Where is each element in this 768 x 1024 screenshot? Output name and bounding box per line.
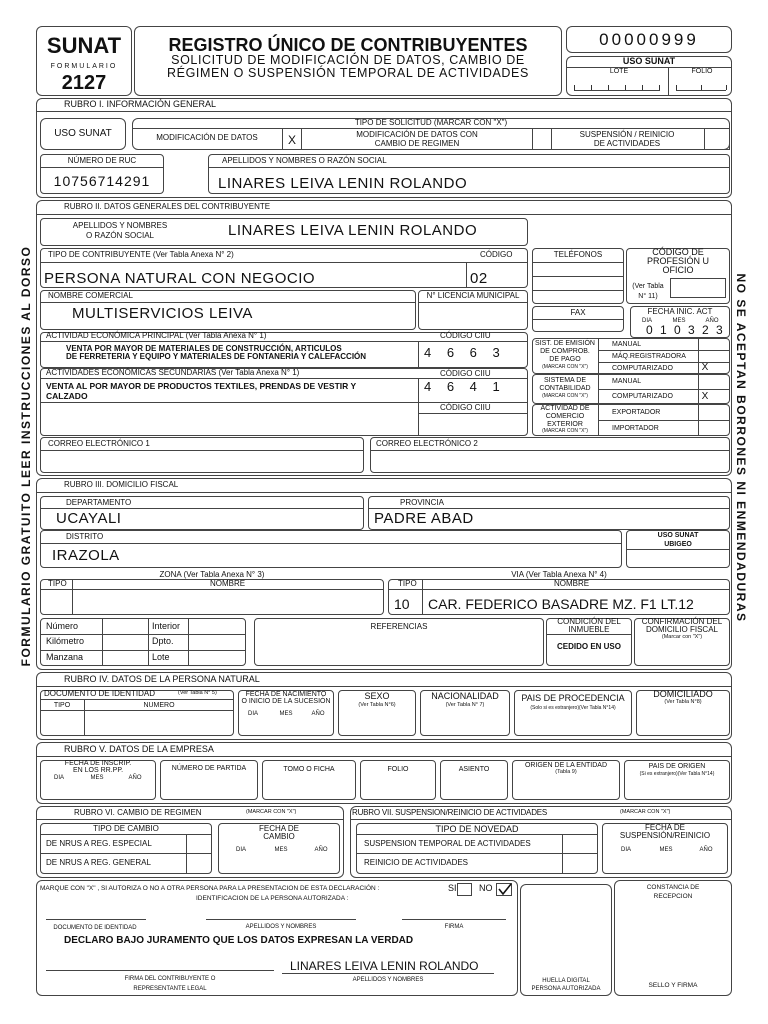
ciiu-label-1: CÓDIGO CIIU <box>440 331 491 340</box>
ruc-value: 10756714291 <box>53 173 151 189</box>
numero-label: Número <box>46 621 79 631</box>
mark-modificacion-datos: X <box>287 133 296 147</box>
provincia-value: PADRE ABAD <box>374 510 474 527</box>
form-subtitle-2: RÉGIMEN O SUSPENSIÓN TEMPORAL DE ACTIVIDADES <box>167 66 529 80</box>
fecha-suspension-dia: DIA <box>620 847 631 853</box>
sist-emision-maquina[interactable]: MÁQ.REGISTRADORA <box>612 353 686 360</box>
checkmark-icon <box>497 883 512 896</box>
licencia-label: N° LICENCIA MUNICIPAL <box>426 291 520 300</box>
constancia-label-2: RECEPCION <box>653 893 693 900</box>
via-tipo-label: TIPO <box>398 579 417 588</box>
opt-suspension-2[interactable]: DE ACTIVIDADES <box>593 139 661 148</box>
uso-sunat-label: USO SUNAT <box>54 128 112 139</box>
comercio-exterior-label-3: EXTERIOR <box>547 421 583 428</box>
sexo-label: SEXO <box>364 691 390 701</box>
nacionalidad-label: NACIONALIDAD <box>431 691 499 701</box>
fecha-nacimiento-ano: AÑO <box>311 711 325 717</box>
exportador-option[interactable]: EXPORTADOR <box>612 409 661 416</box>
form-number: 2127 <box>61 72 107 94</box>
rubro-7-title: RUBRO VII. SUSPENSION/REINICIO DE ACTIVIDADES <box>352 808 548 817</box>
profesion-label-3: OFICIO <box>662 265 694 275</box>
sist-contabilidad-label-1: SISTEMA DE <box>543 377 586 384</box>
actividad-secundaria-line-2: CALZADO <box>46 391 88 401</box>
check-suspension[interactable] <box>704 128 730 150</box>
fecha-cambio-dia: DIA <box>235 847 246 853</box>
autoriza-si-label: SI <box>448 883 457 893</box>
fax-label: FAX <box>570 308 586 317</box>
nacionalidad-ref: (Ver Tabla N° 7) <box>445 702 485 708</box>
fecha-inicio-ano: AÑO <box>705 318 719 324</box>
tipo-contribuyente-label: TIPO DE CONTRIBUYENTE (Ver Tabla Anexa N° 2) <box>48 250 234 259</box>
tipo-cambio-label: TIPO DE CAMBIO <box>93 824 159 833</box>
actividad-principal-line-2: DE FERRETERIA Y EQUIPO Y MATERIALES DE FONTANERIA Y CALEFACCIÓN <box>66 352 367 361</box>
actividad-secundaria-label: ACTIVIDADES ECONÓMICAS SECUNDARIAS (Ver Tabla Anexa N° 1) <box>46 368 300 377</box>
autoriza-text: MARQUE CON "X" , SI AUTORIZA O NO A OTRA PERSONA PARA LA PRESENTACION DE ESTA DECLARACIÓN : <box>40 885 380 892</box>
distrito-label: DISTRITO <box>66 532 104 541</box>
actividad-secundaria-line-1: VENTA AL POR MAYOR DE PRODUCTOS TEXTILES, PRENDAS DE VESTIR Y <box>46 381 357 391</box>
sist-contabilidad-computarizado[interactable]: COMPUTARIZADO <box>612 393 673 400</box>
codigo-label: CÓDIGO <box>480 250 513 259</box>
doc-identidad-ref: (Ver Tabla N° 5) <box>178 690 217 696</box>
apellidos-label-2: O RAZÓN SOCIAL <box>85 231 154 240</box>
fecha-inicio-label: FECHA INIC. ACT <box>647 307 713 316</box>
huella-label-1: HUELLA DIGITAL <box>542 978 590 984</box>
actividad-principal-line-1: VENTA POR MAYOR DE MATERIALES DE CONSTRUCCIÓN, ARTICULOS <box>66 344 342 353</box>
fecha-inscrip-ano: AÑO <box>128 775 142 781</box>
serial-number: 00000999 <box>599 30 699 49</box>
pais-procedencia-label: PAIS DE PROCEDENCIA <box>521 693 625 703</box>
referencias-label: REFERENCIAS <box>370 622 428 631</box>
fecha-cambio-label-1: FECHA DE <box>258 824 299 833</box>
fecha-suspension-label-2: SUSPENSIÓN/REINICIO <box>619 831 711 840</box>
rubro-7-title-note: (MARCAR CON "X") <box>620 809 671 815</box>
cambio-opt-general[interactable]: DE NRUS A REG. GENERAL <box>46 858 151 867</box>
declaracion-jurada: DECLARO BAJO JURAMENTO QUE LOS DATOS EXPRESAN LA VERDAD <box>64 935 414 946</box>
importador-option[interactable]: IMPORTADOR <box>612 425 659 432</box>
fecha-nacimiento-mes: MES <box>279 711 293 717</box>
fecha-inscrip-label-1: FECHA DE INSCRIP. <box>64 760 132 767</box>
sist-contabilidad-mark: X <box>701 391 709 402</box>
fecha-nacimiento-label-2: O INICIO DE LA SUCESIÓN <box>241 698 331 705</box>
fecha-suspension-mes: MES <box>659 847 673 853</box>
fecha-inicio-dia: DIA <box>641 318 652 324</box>
fecha-inscrip-mes: MES <box>90 775 104 781</box>
rubro-6-title: RUBRO VI. CAMBIO DE REGIMEN <box>74 808 202 817</box>
rubro-1-title: RUBRO I. INFORMACIÓN GENERAL <box>64 99 217 109</box>
profesion-code-box <box>670 278 726 298</box>
sist-emision-note: (MARCAR CON "X") <box>542 364 588 370</box>
folio-label: FOLIO <box>691 68 713 75</box>
confirmacion-label-3: (Marcar con "X") <box>661 634 703 640</box>
pais-origen-label-1: PAIS DE ORIGEN <box>648 763 706 770</box>
rubro-5-title: RUBRO V. DATOS DE LA EMPRESA <box>64 744 214 754</box>
partida-label: NÚMERO DE PARTIDA <box>171 765 247 772</box>
nombre-value: LINARES LEIVA LENIN ROLANDO <box>218 175 468 192</box>
firma-sig-label: FIRMA <box>444 924 464 930</box>
sist-emision-label-2: DE COMPROB. <box>540 348 590 355</box>
ciiu-label-2: CÓDIGO CIIU <box>440 369 491 378</box>
departamento-value: UCAYALI <box>56 510 122 527</box>
opt-suspension-1[interactable]: SUSPENSIÓN / REINICIO <box>579 130 675 139</box>
sist-contabilidad-manual[interactable]: MANUAL <box>612 378 642 385</box>
novedad-opt-suspension[interactable]: SUSPENSION TEMPORAL DE ACTIVIDADES <box>364 839 531 848</box>
uso-sunat-header: USO SUNAT <box>622 56 676 66</box>
via-label: VIA (Ver Tabla Anexa N° 4) <box>511 570 607 579</box>
rubro-6-title-note: (MARCAR CON "X") <box>246 809 297 815</box>
autoriza-si-checkbox[interactable] <box>457 883 472 896</box>
zona-nombre-label: NOMBRE <box>210 579 246 588</box>
confirmacion-label-2: DOMICILIO FISCAL <box>645 625 718 634</box>
pais-origen-label-2: (Si es extranjero)(Ver Tabla N°14) <box>639 771 715 777</box>
fecha-inicio-value: 0 1 0 3 2 3 <box>646 323 725 337</box>
pais-procedencia-ref: (Solo si es extranjero)(Ver Tabla N°14) <box>530 705 616 711</box>
doc-numero-label: NUMERO <box>143 702 175 709</box>
autoriza-no-label: NO <box>479 883 493 893</box>
form-title: REGISTRO ÚNICO DE CONTRIBUYENTES <box>168 35 528 55</box>
firma-contribuyente-label-1: FIRMA DEL CONTRIBUYENTE O <box>124 976 216 982</box>
constancia-label-1: CONSTANCIA DE <box>646 884 700 891</box>
dpto-label: Dpto. <box>152 636 174 646</box>
lote-label-r3: Lote <box>152 652 170 662</box>
sexo-ref: (Ver Tabla N°6) <box>358 702 396 708</box>
apellidos-nombres-label: APELLIDOS Y NOMBRES <box>352 977 424 983</box>
condicion-value: CEDIDO EN USO <box>556 642 621 651</box>
fecha-cambio-ano: AÑO <box>314 847 328 853</box>
profesion-label-2: PROFESIÓN U <box>646 256 709 266</box>
ciiu-label-3: CÓDIGO CIIU <box>440 403 491 412</box>
ubigeo-label: UBIGEO <box>664 541 692 548</box>
profesion-label-1: CÓDIGO DE <box>652 247 704 257</box>
identificacion-label: IDENTIFICACION DE LA PERSONA AUTORIZADA : <box>196 895 349 902</box>
doc-identidad-sig-label: DOCUMENTO DE IDENTIDAD <box>53 925 137 931</box>
telefonos-label: TELÉFONOS <box>553 250 603 259</box>
sist-contabilidad-note: (MARCAR CON "X") <box>542 393 588 399</box>
via-nombre-label: NOMBRE <box>554 579 590 588</box>
tomo-label: TOMO O FICHA <box>283 766 335 773</box>
apellidos-label-1: APELLIDOS Y NOMBRES <box>72 221 168 230</box>
actividad-principal-label: ACTIVIDAD ECONÓMICA PRINCIPAL (Ver Tabla Anexa N° 1) <box>46 331 267 340</box>
sello-firma-label: SELLO Y FIRMA <box>648 982 698 989</box>
side-text-right: NO SE ACEPTAN BORRONES NI ENMENDADURAS <box>734 273 748 623</box>
ruc-label: NÚMERO DE RUC <box>67 156 137 165</box>
kilometro-label: Kilómetro <box>46 636 85 646</box>
firmante-nombre: LINARES LEIVA LENIN ROLANDO <box>290 959 479 973</box>
via-tipo-value: 10 <box>394 596 410 612</box>
side-text-left: FORMULARIO GRATUITO LEER INSTRUCCIONES AL DORSO <box>19 245 33 667</box>
fecha-nacimiento-dia: DIA <box>247 711 258 717</box>
codigo-value: 02 <box>470 270 488 287</box>
via-nombre-value: CAR. FEDERICO BASADRE MZ. F1 LT.12 <box>428 596 694 612</box>
firma-contribuyente-label-2: REPRESENTANTE LEGAL <box>133 986 207 992</box>
nombre-comercial-value: MULTISERVICIOS LEIVA <box>72 305 253 322</box>
manzana-label: Manzana <box>46 652 84 662</box>
departamento-label: DEPARTAMENTO <box>66 498 132 507</box>
fecha-cambio-mes: MES <box>274 847 288 853</box>
sist-emision-mark: X <box>701 362 709 373</box>
domiciliado-ref: (Ver Tabla N°8) <box>664 699 702 705</box>
comercio-exterior-note: (MARCAR CON "X") <box>542 428 588 434</box>
correo-1-label: CORREO ELECTRÓNICO 1 <box>48 439 150 448</box>
correo-2-label: CORREO ELECTRÓNICO 2 <box>376 439 478 448</box>
rubro-3-title: RUBRO III. DOMICILIO FISCAL <box>64 480 179 489</box>
fecha-suspension-label-1: FECHA DE <box>644 823 685 832</box>
sist-contabilidad-label-2: CONTABILIDAD <box>539 385 591 392</box>
fecha-inscrip-dia: DIA <box>53 775 64 781</box>
nombre-comercial-label: NOMBRE COMERCIAL <box>48 291 133 300</box>
condicion-label-1: CONDICIÓN DEL <box>557 617 621 626</box>
profesion-ref-2: N° 11) <box>638 293 658 300</box>
origen-entidad-label-2: (Tabla 9) <box>555 769 577 775</box>
rubro-2-title: RUBRO II. DATOS GENERALES DEL CONTRIBUYENTE <box>64 202 271 211</box>
folio-label-r5: FOLIO <box>387 766 409 773</box>
tipo-novedad-label: TIPO DE NOVEDAD <box>435 824 519 834</box>
check-modificacion-cambio[interactable] <box>532 128 552 150</box>
ubigeo-uso-sunat: USO SUNAT <box>657 532 699 539</box>
lote-label: LOTE <box>609 68 629 75</box>
opt-modificacion-datos[interactable]: MODIFICACIÓN DE DATOS <box>156 133 258 142</box>
form-subtitle-1: SOLICITUD DE MODIFICACIÓN DE DATOS, CAMBIO DE <box>171 53 525 67</box>
formulario-label: FORMULARIO <box>50 63 118 70</box>
doc-identidad-label: DOCUMENTO DE IDENTIDAD <box>44 689 155 698</box>
apellidos-sig-label: APELLIDOS Y NOMBRES <box>245 924 317 930</box>
opt-modificacion-cambio-1[interactable]: MODIFICACIÓN DE DATOS CON <box>356 130 478 139</box>
fecha-cambio-label-2: CAMBIO <box>263 832 295 841</box>
ciiu-secundaria-value: 4 6 4 1 <box>424 379 506 394</box>
apellidos-value: LINARES LEIVA LENIN ROLANDO <box>228 222 478 239</box>
tipo-contribuyente-value: PERSONA NATURAL CON NEGOCIO <box>44 270 316 287</box>
comercio-exterior-label-2: COMERCIO <box>545 413 585 420</box>
fecha-inicio-mes: MES <box>672 318 686 324</box>
novedad-opt-reinicio[interactable]: REINICIO DE ACTIVIDADES <box>364 858 469 867</box>
domiciliado-label: DOMICILIADO <box>653 689 713 699</box>
asiento-label: ASIENTO <box>458 766 490 773</box>
fecha-suspension-ano: AÑO <box>699 847 713 853</box>
distrito-box <box>40 530 622 568</box>
condicion-label-2: INMUEBLE <box>568 625 610 634</box>
zona-label: ZONA (Ver Tabla Anexa N° 3) <box>159 570 265 579</box>
fecha-nacimiento-label-1: FECHA DE NACIMIENTO <box>245 691 327 698</box>
doc-tipo-label: TIPO <box>53 702 71 709</box>
sist-emision-manual[interactable]: MANUAL <box>612 341 642 348</box>
nombre-label: APELLIDOS Y NOMBRES O RAZÓN SOCIAL <box>222 156 387 165</box>
opt-modificacion-cambio-2[interactable]: CAMBIO DE REGIMEN <box>374 139 460 148</box>
rubro-4-title: RUBRO IV. DATOS DE LA PERSONA NATURAL <box>64 674 260 684</box>
origen-entidad-label-1: ORIGEN DE LA ENTIDAD <box>524 762 608 769</box>
tipo-solicitud-label: TIPO DE SOLICITUD (MARCAR CON "X") <box>354 118 508 127</box>
provincia-label: PROVINCIA <box>400 498 445 507</box>
distrito-value: IRAZOLA <box>52 547 120 564</box>
comercio-exterior-label-1: ACTIVIDAD DE <box>540 405 590 412</box>
confirmacion-label-1: CONFIRMACIÓN DEL <box>641 617 723 626</box>
ciiu-principal-value: 4 6 6 3 <box>424 345 506 360</box>
sist-emision-computarizado[interactable]: COMPUTARIZADO <box>612 365 673 372</box>
sist-emision-label-3: DE PAGO <box>549 356 581 363</box>
sist-emision-label-1: SIST. DE EMISIÓN <box>535 340 595 347</box>
cambio-opt-especial[interactable]: DE NRUS A REG. ESPECIAL <box>46 839 152 848</box>
profesion-ref-1: (Ver Tabla <box>632 283 664 290</box>
fecha-inscrip-label-2: EN LOS RR.PP. <box>72 767 124 774</box>
zona-tipo-label: TIPO <box>48 579 67 588</box>
interior-label: Interior <box>152 621 181 631</box>
brand-logo: SUNAT <box>46 33 122 58</box>
huella-label-2: PERSONA AUTORIZADA <box>531 986 601 992</box>
